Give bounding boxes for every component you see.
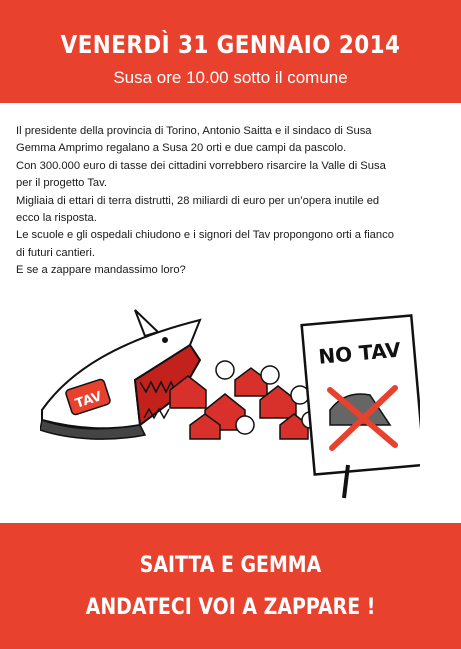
no-tav-sign-icon [302,315,420,498]
header-banner [0,0,461,103]
body-line: Le scuole e gli ospedali chiudono e i signori del Tav propongono orti a fianco [16,229,394,242]
cartoon-illustration [40,300,420,500]
slogan-line-1: SAITTA E GEMMA [139,553,322,578]
body-text [16,123,452,280]
body-line: Il presidente della provincia di Torino, Antonio Saitta e il sindaco di Susa [16,125,372,137]
train-label: TAV [73,389,104,412]
event-date-title: VENERDÌ 31 GENNAIO 2014 [60,30,401,59]
body-line: E se a zappare mandassimo loro? [16,264,186,277]
shark-train-icon [40,310,200,439]
body-line: Con 300.000 euro di tasse dei cittadini vorrebbero risarcire la Valle di Susa [16,159,386,172]
footer-banner [0,523,461,649]
event-location-subtitle: Susa ore 10.00 sotto il comune [113,68,348,87]
sign-text: NO TAV [317,337,402,369]
body-line: ecco la risposta. [16,212,97,225]
body-line: Gemma Amprimo regalano a Susa 20 orti e due campi da pascolo. [16,142,347,155]
body-line: per il progetto Tav. [16,177,107,190]
body-line: Migliaia di ettari di terra distrutti, 28 miliardi di euro per un’opera inutile ed [16,194,380,207]
body-line: di futuri cantieri. [16,246,95,259]
slogan-line-2: ANDATECI VOI A ZAPPARE ! [85,595,376,620]
